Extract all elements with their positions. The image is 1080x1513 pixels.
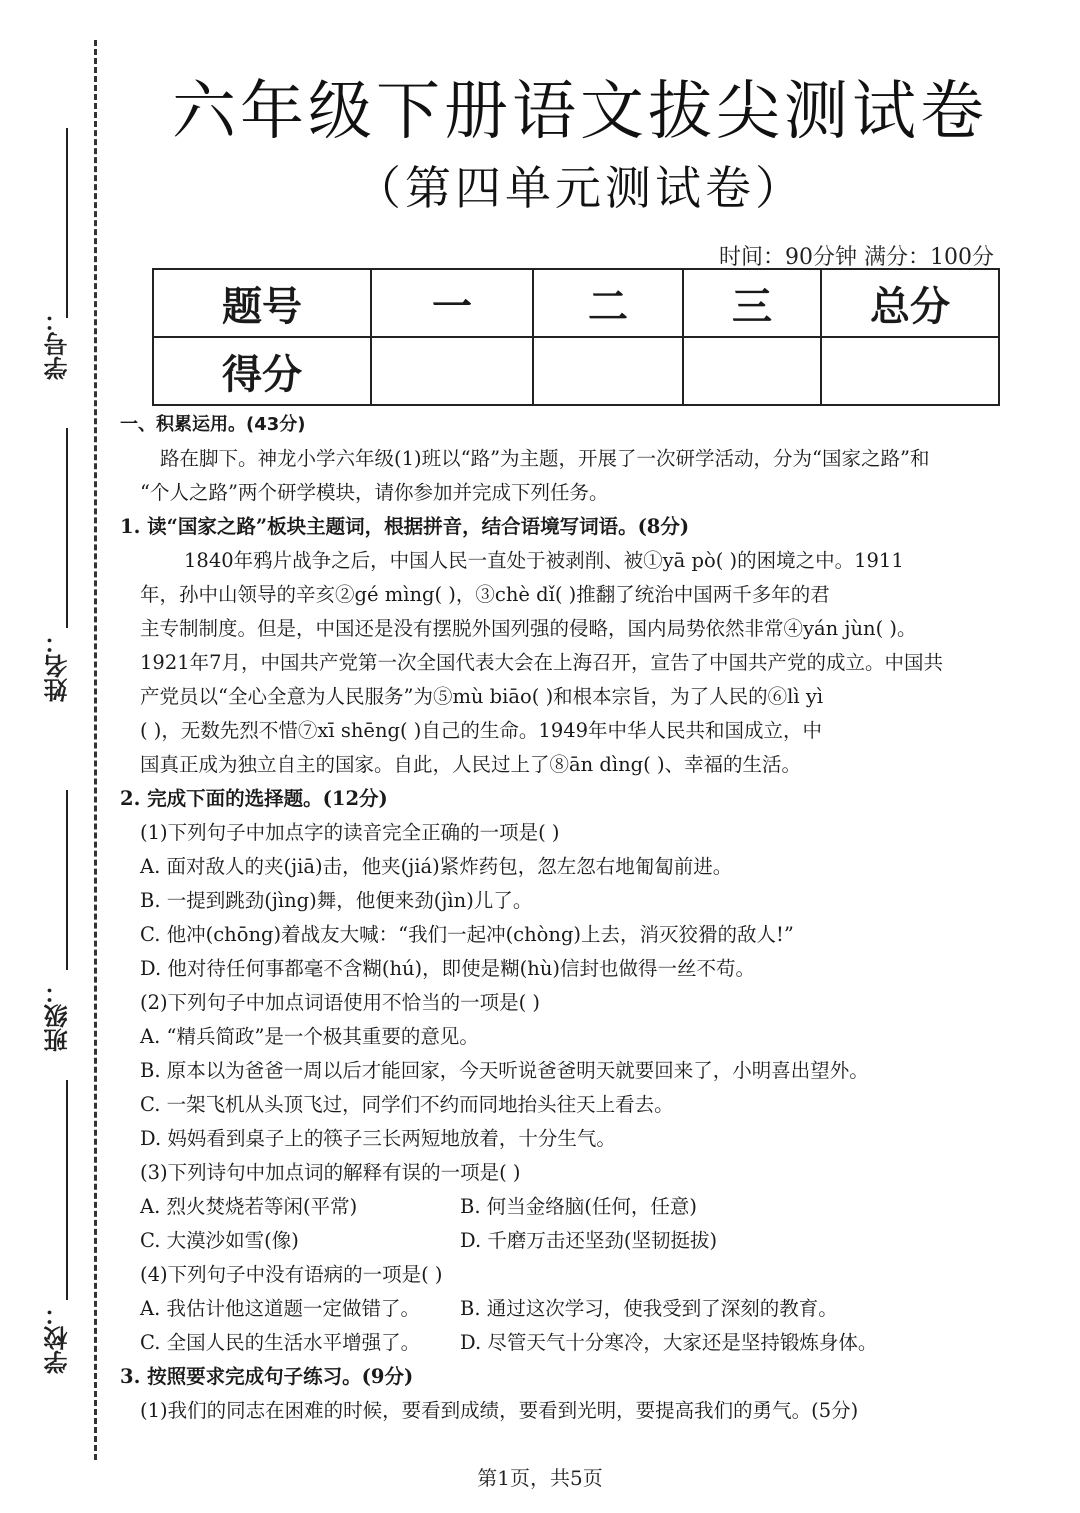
score-row-label: 得分 [153, 337, 371, 405]
option-b: B. 原本以为爸爸一周以后才能回家，今天听说爸爸明天就要回来了，小明喜出望外。 [140, 1059, 869, 1082]
question-1-line: 主专制制度。但是，中国还是没有摆脱外国列强的侵略，国内局势依然非常④yán jùn( )。 [140, 617, 917, 640]
page-footer: 第1页，共5页 [477, 1466, 603, 1490]
option-row [120, 1224, 1004, 1258]
option-c: C. 一架飞机从头顶飞过，同学们不约而同地抬头往天上看去。 [140, 1093, 674, 1116]
binding-margin [0, 0, 118, 1513]
question-1-title: 1. 读“国家之路”板块主题词，根据拼音，结合语境写词语。(8分) [120, 515, 690, 538]
option-c: C. 大漠沙如雪(像) [140, 1229, 299, 1252]
score-header-cell: 二 [533, 269, 683, 337]
cut-line [94, 40, 97, 1460]
option-b: B. 何当金络脑(任何，任意) [460, 1195, 697, 1218]
option-d: D. 尽管天气十分寒冷，大家还是坚持锻炼身体。 [460, 1331, 878, 1354]
score-table [152, 268, 1000, 406]
option-b: B. 通过这次学习，使我受到了深刻的教育。 [460, 1297, 838, 1320]
question-2-title: 2. 完成下面的选择题。(12分) [120, 787, 388, 810]
exam-content [120, 408, 1004, 1428]
question-3-1-stem: (1)我们的同志在困难的时候，要看到成绩，要看到光明，要提高我们的勇气。(5分) [140, 1399, 859, 1422]
score-header-cell: 三 [683, 269, 821, 337]
score-header-cell: 题号 [153, 269, 371, 337]
intro-line: 路在脚下。神龙小学六年级(1)班以“路”为主题，开展了一次研学活动，分为“国家之路”和 [160, 447, 930, 470]
question-2-3-stem: (3)下列诗句中加点词的解释有误的一项是( ) [140, 1161, 521, 1184]
score-header-cell: 一 [371, 269, 533, 337]
page-subtitle: （第四单元测试卷） [355, 161, 805, 215]
question-3-title: 3. 按照要求完成句子练习。(9分) [120, 1365, 414, 1388]
score-cell[interactable] [683, 337, 821, 405]
score-cell[interactable] [821, 337, 999, 405]
option-d: D. 妈妈看到桌子上的筷子三长两短地放着，十分生气。 [140, 1127, 616, 1150]
option-c: C. 他冲(chōng)着战友大喊：“我们一起冲(chòng)上去，消灭狡猾的敌人!” [140, 923, 794, 946]
student-id-line [66, 128, 68, 318]
score-cell[interactable] [533, 337, 683, 405]
question-2-2-stem: (2)下列句子中加点词语使用不恰当的一项是( ) [140, 991, 541, 1014]
question-1-line: ( )，无数先烈不惜⑦xī shēng( )自己的生命。1949年中华人民共和国成立，中 [140, 719, 823, 742]
option-row [120, 1326, 1004, 1360]
option-a: A. 烈火焚烧若等闲(平常) [140, 1195, 358, 1218]
score-table-header-row [153, 269, 999, 337]
score-table-score-row [153, 337, 999, 405]
option-a: A. “精兵简政”是一个极其重要的意见。 [140, 1025, 479, 1048]
class-line [66, 790, 68, 970]
option-row [120, 1292, 1004, 1326]
student-id-label: 学号： [44, 308, 72, 380]
page-title: 六年级下册语文拔尖测试卷 [172, 75, 988, 149]
question-1-line: 年，孙中山领导的辛亥②gé mìng( )，③chè dǐ( )推翻了统治中国两千多年的君 [140, 583, 830, 606]
option-a: A. 我估计他这道题一定做错了。 [140, 1297, 420, 1320]
class-label: 班级： [44, 980, 72, 1052]
option-c: C. 全国人民的生活水平增强了。 [140, 1331, 421, 1354]
option-row [120, 1190, 1004, 1224]
question-1-line: 1840年鸦片战争之后，中国人民一直处于被剥削、被①yā pò( )的困境之中。1911 [184, 549, 904, 572]
option-a: A. 面对敌人的夹(jiā)击，他夹(jiá)紧炸药包，忽左忽右地匍匐前进。 [140, 855, 733, 878]
intro-line: “个人之路”两个研学模块，请你参加并完成下列任务。 [140, 481, 609, 504]
school-label: 学校： [44, 1302, 72, 1374]
question-1-line: 产党员以“全心全意为人民服务”为⑤mù biāo( )和根本宗旨，为了人民的⑥lì yì [140, 685, 824, 708]
option-d: D. 他对待任何事都毫不含糊(hú)，即使是糊(hù)信封也做得一丝不苟。 [140, 957, 756, 980]
section-heading: 一、积累运用。(43分) [120, 414, 306, 435]
option-d: D. 千磨万击还坚劲(坚韧挺拔) [460, 1229, 718, 1252]
name-line [66, 428, 68, 628]
question-1-line: 国真正成为独立自主的国家。自此，人民过上了⑧ān dìng( )、幸福的生活。 [140, 753, 802, 776]
name-label: 姓名： [44, 630, 72, 702]
time-info: 时间：90分钟 满分：100分 [719, 245, 994, 270]
option-b: B. 一提到跳劲(jìng)舞，他便来劲(jìn)儿了。 [140, 889, 533, 912]
question-2-4-stem: (4)下列句子中没有语病的一项是( ) [140, 1263, 443, 1286]
score-cell[interactable] [371, 337, 533, 405]
school-line [66, 1080, 68, 1300]
question-1-line: 1921年7月，中国共产党第一次全国代表大会在上海召开，宣告了中国共产党的成立。中国共 [140, 651, 944, 674]
score-header-cell: 总分 [821, 269, 999, 337]
question-2-1-stem: (1)下列句子中加点字的读音完全正确的一项是( ) [140, 821, 560, 844]
